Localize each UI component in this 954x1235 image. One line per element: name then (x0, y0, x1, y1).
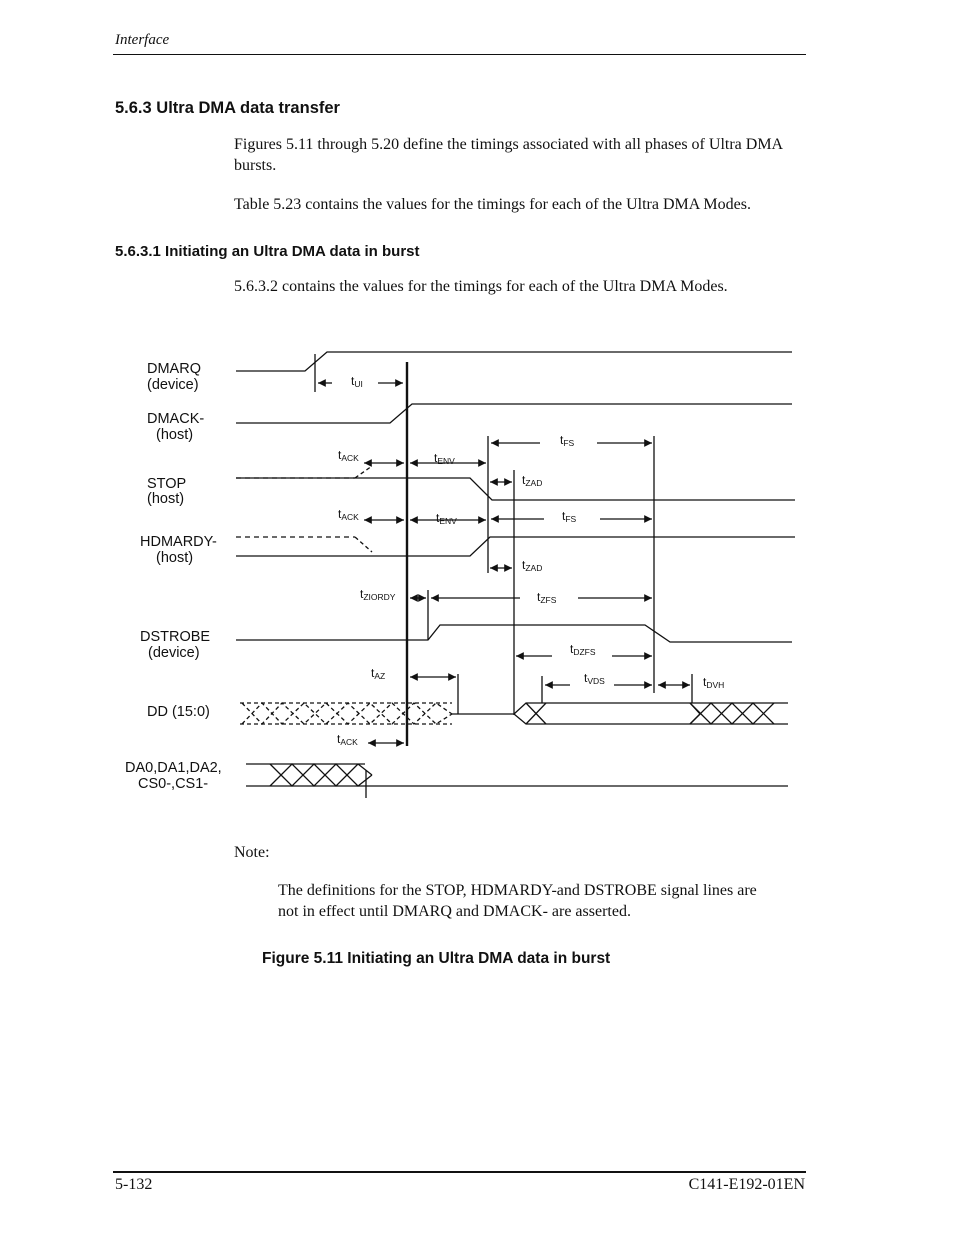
timing-label-tdzfs: tDZFS (570, 642, 596, 657)
timing-parameter-labels (337, 374, 724, 747)
timing-label-taz: tAZ (371, 666, 386, 681)
signal-name-dd: DD (15:0) (147, 704, 210, 720)
subsection-heading: 5.6.3.1 Initiating an Ultra DMA data in burst (115, 243, 420, 260)
note-text-line-1: The definitions for the STOP, HDMARDY-and DSTROBE signal lines are (278, 882, 757, 899)
figure-caption: Figure 5.11 Initiating an Ultra DMA data in burst (262, 950, 611, 967)
timing-label-tziordy: tZIORDY (360, 587, 396, 602)
section-heading: 5.6.3 Ultra DMA data transfer (115, 99, 340, 117)
timing-label-tdvh: tDVH (703, 675, 725, 690)
timing-label-tzad-hdmardy: tZAD (522, 558, 543, 573)
timing-label-tack-hdmardy: tACK (338, 507, 359, 522)
signal-source-dmack: (host) (156, 427, 194, 443)
timing-label-tenv-stop: tENV (434, 451, 455, 466)
timing-label-tvds: tVDS (584, 671, 605, 686)
timing-label-tack-stop: tACK (338, 448, 359, 463)
signal-source-dstrobe: (device) (148, 645, 200, 661)
section-paragraph-1: Figures 5.11 through 5.20 define the timings associated with all phases of Ultra DMA bursts. (234, 136, 783, 174)
footer-rule (113, 1171, 806, 1173)
header-rule (113, 54, 806, 55)
timing-diagram (0, 330, 954, 810)
signal-name-da-cs: DA0,DA1,DA2, (125, 760, 222, 776)
signal-source-dmarq: (device) (147, 377, 199, 393)
timing-label-tzfs: tZFS (537, 590, 557, 605)
signal-source-stop: (host) (147, 491, 185, 507)
signal-source-da-cs: CS0-,CS1- (138, 776, 209, 792)
document-code: C141-E192-01EN (688, 1176, 805, 1193)
timing-label-tfs-mid: tFS (562, 509, 577, 524)
signal-source-hdmardy: (host) (156, 550, 194, 566)
signal-name-hdmardy: HDMARDY- (140, 534, 217, 550)
note-label: Note: (234, 844, 270, 861)
section-paragraph-2: Table 5.23 contains the values for the timings for each of the Ultra DMA Modes. (234, 196, 751, 213)
timing-label-tfs-top: tFS (560, 433, 575, 448)
signal-name-stop: STOP (147, 476, 187, 492)
timing-label-tenv-hdmardy: tENV (436, 511, 457, 526)
subsection-paragraph: 5.6.3.2 contains the values for the timings for each of the Ultra DMA Modes. (234, 278, 728, 295)
page-number: 5-132 (115, 1176, 153, 1193)
signal-name-dstrobe: DSTROBE (140, 629, 211, 645)
timing-label-tui: tUI (351, 374, 363, 389)
timing-label-tack-da: tACK (337, 732, 358, 747)
note-text-line-2: not in effect until DMARQ and DMACK- are asserted. (278, 903, 631, 920)
signal-name-dmack: DMACK- (147, 411, 205, 427)
timing-label-tzad-stop: tZAD (522, 473, 543, 488)
running-header: Interface (115, 32, 170, 48)
signal-name-dmarq: DMARQ (147, 361, 201, 377)
